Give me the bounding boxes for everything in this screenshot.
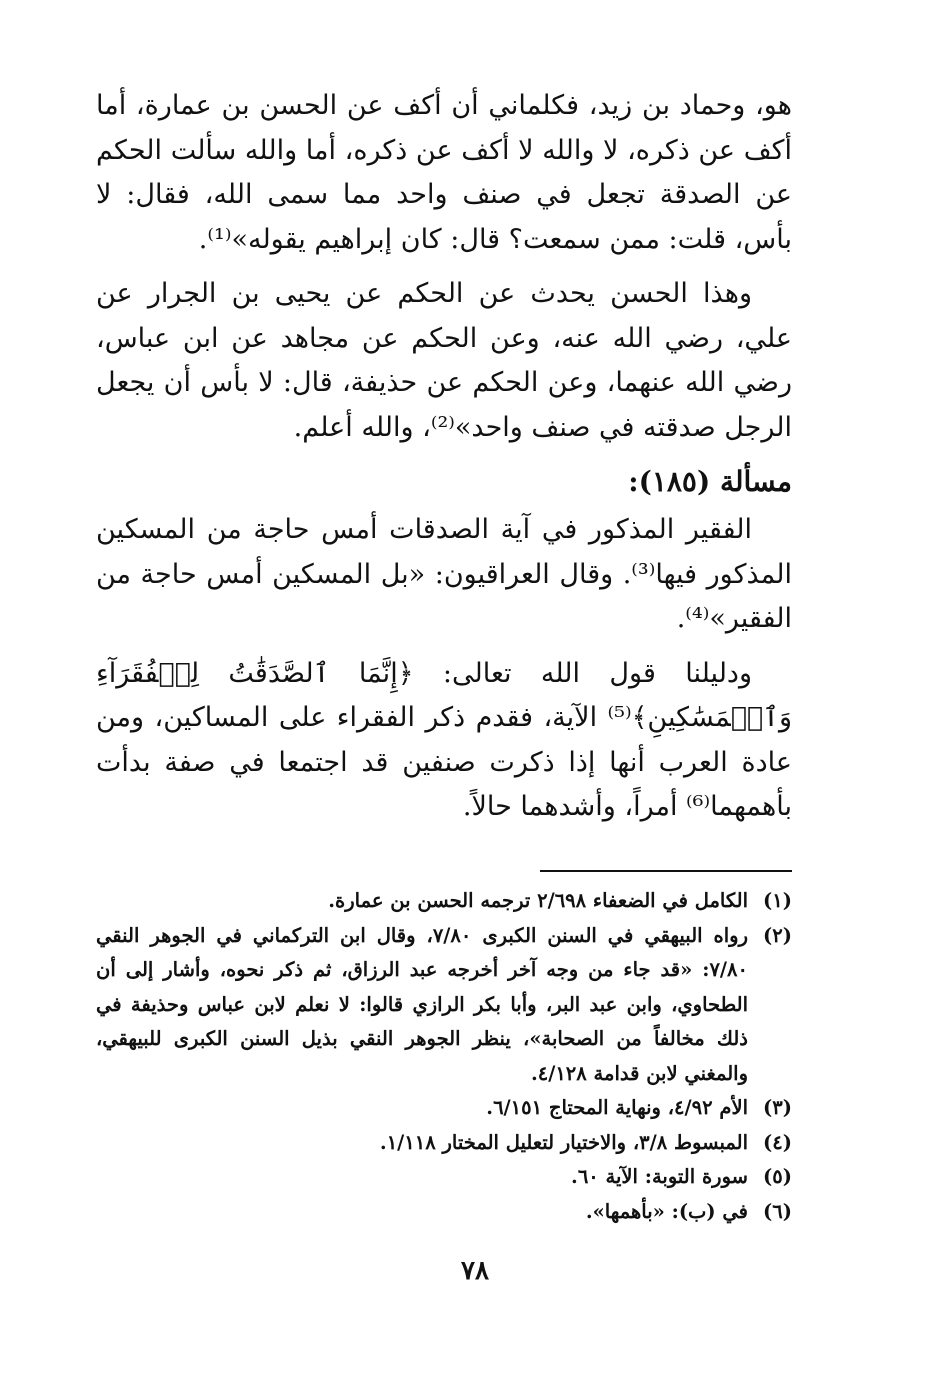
paragraph-2: وهذا الحسن يحدث عن الحكم عن يحيى بن الجرار عن علي، رضي الله عنه، وعن الحكم عن مجاهد عن ابن عباس، رضي الله عنهما، وعن الحكم عن حذيفة، قال: لا بأس أن يجعل الرجل صدقته في صنف واحد»⁽²⁾، والله أعلم.: [96, 278, 792, 443]
footnote-2: [96, 919, 792, 1092]
footnote-number: (٣): [763, 1096, 792, 1119]
footnote-5: [96, 1160, 792, 1195]
footnote-1: [96, 884, 792, 919]
footnote-number: (٦): [763, 1199, 792, 1223]
footnote-divider: [540, 870, 792, 872]
main-text: [96, 84, 792, 840]
footnote-text: الكامل في الضعفاء ٢/٦٩٨ ترجمه الحسن بن عمارة.: [328, 889, 748, 912]
paragraph-1: هو، وحماد بن زيد، فكلماني أن أكف عن الحسن بن عمارة، أما أكف عن ذكره، لا والله لا أكف عن ذكره، أما والله سألت الحكم عن الصدقة تجعل في صنف واحد مما سمى الله، فقال: لا بأس، قلت: ممن سمعت؟ قال: كان إبراهيم يقوله»⁽¹⁾.: [96, 90, 792, 255]
footnote-number: (٥): [763, 1165, 792, 1188]
footnote-text: سورة التوبة: الآية ٦٠.: [571, 1165, 748, 1188]
footnote-4: [96, 1126, 792, 1161]
footnote-text: رواه البيهقي في السنن الكبرى ٧/٨٠، وقال ابن التركماني في الجوهر النقي ٧/٨٠: «قد جاء من وجه آخر أخرجه عبد الرزاق، ثم ذكر نحوه، وأشار إلى أن الطحاوي، وابن عبد البر، وأبا بكر الرازي قالوا: لا نعلم لابن عباس وحذيفة في ذلك مخالفاً من الصحابة»، ينظر الجوهر النقي بذيل السنن الكبرى للبيهقي، والمغني لابن قدامة ٤/١٢٨.: [96, 923, 748, 1085]
section-heading: مسألة (١٨٥):: [628, 465, 792, 498]
footnote-text: الأم ٤/٩٢، ونهاية المحتاج ٦/١٥١.: [486, 1096, 748, 1119]
footnotes: [96, 884, 792, 1229]
footnote-6: [96, 1195, 792, 1230]
paragraph-3: الفقير المذكور في آية الصدقات أمس حاجة من المسكين المذكور فيها⁽³⁾. وقال العراقيون: «بل المسكين أمس حاجة من الفقير»⁽⁴⁾.: [96, 514, 792, 634]
paragraph-4: ودليلنا قول الله تعالى: ﴿إِنَّمَا ٱلصَّدَقَٰتُ لِلۡفُقَرَآءِ وَٱلۡمَسَٰكِينِ﴾⁽⁵⁾ الآية، فقدم ذكر الفقراء على المساكين، ومن عادة العرب أنها إذا ذكرت صنفين قد اجتمعا في صفة بدأت بأهمهما⁽⁶⁾ أمراً، وأشدهما حالاً.: [96, 657, 792, 822]
footnote-number: (٢): [763, 923, 792, 947]
footnote-text: في (ب): «بأهمها».: [585, 1199, 748, 1223]
footnote-text: المبسوط ٣/٨، والاختيار لتعليل المختار ١/١١٨.: [379, 1130, 748, 1154]
footnote-3: [96, 1091, 792, 1126]
footnote-number: (١): [763, 889, 792, 912]
page-number: ٧٨: [461, 1256, 489, 1286]
footnote-number: (٤): [763, 1130, 792, 1154]
